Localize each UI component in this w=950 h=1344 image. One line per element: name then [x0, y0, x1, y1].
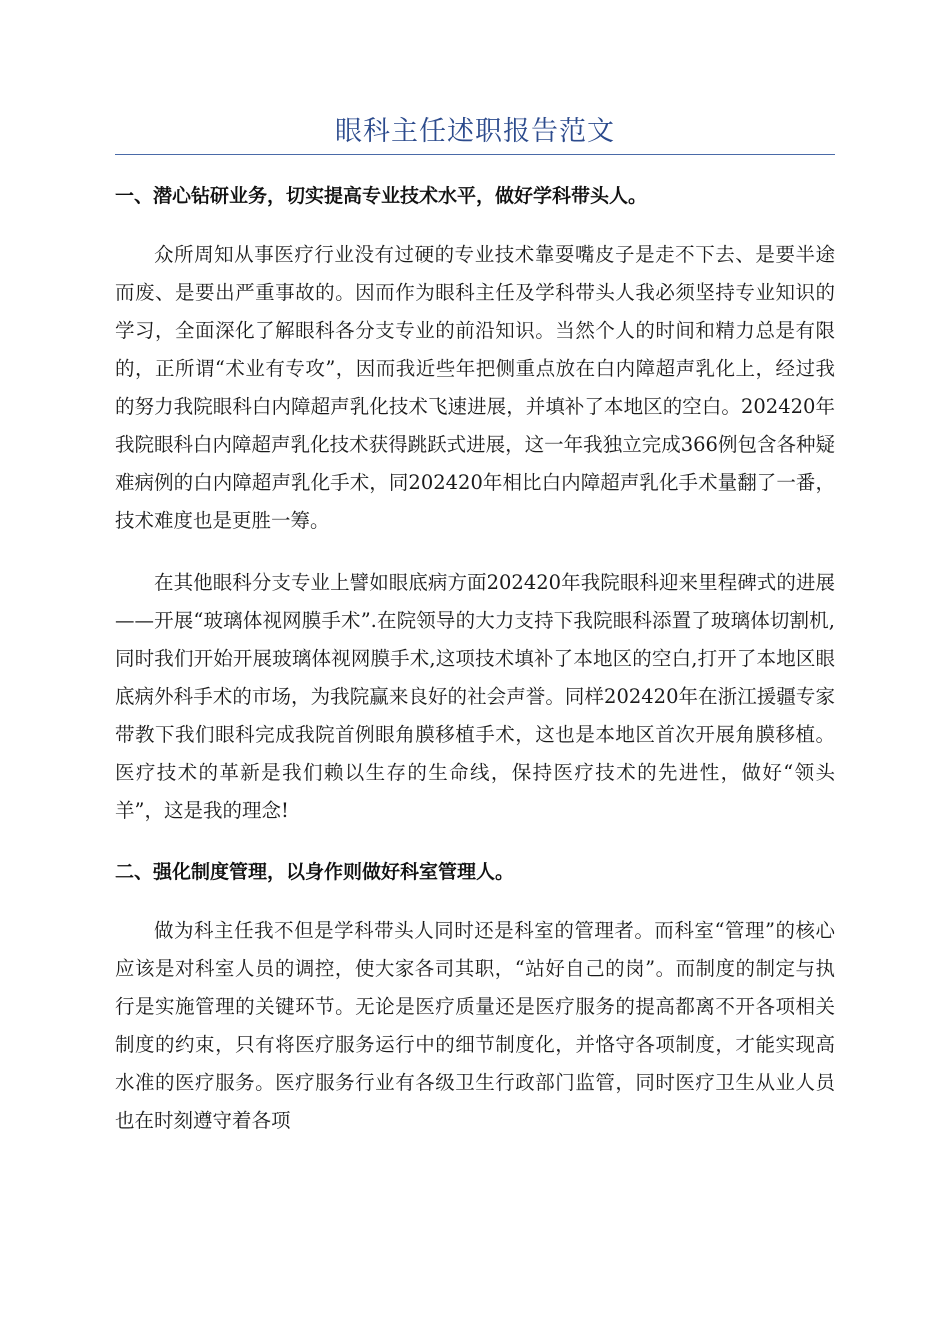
document-title: 眼科主任述职报告范文 [335, 116, 615, 147]
paragraph: 众所周知从事医疗行业没有过硬的专业技术靠耍嘴皮子是走不下去、是要半途而废、是要出严重事故的。因而作为眼科主任及学科带头人我必须坚持专业知识的学习，全面深化了解眼科各分支专业的前沿知识。当然个人的时间和精力总是有限的，正所谓“术业有专攻”，因而我近些年把侧重点放在白内障超声乳化上，经过我的努力我院眼科白内障超声乳化技术飞速进展，并填补了本地区的空白。202420年我院眼科白内障超声乳化技术获得跳跃式进展，这一年我独立完成366例包含各种疑难病例的白内障超声乳化手术，同202420年相比白内障超声乳化手术量翻了一番，技术难度也是更胜一筹。 [115, 243, 835, 532]
section-heading: 二、强化制度管理，以身作则做好科室管理人。 [115, 861, 515, 883]
paragraph: 做为科主任我不但是学科带头人同时还是科室的管理者。而科室“管理”的核心应该是对科室人员的调控，使大家各司其职，“站好自己的岗”。而制度的制定与执行是实施管理的关键环节。无论是医疗质量还是医疗服务的提高都离不开各项相关制度的约束，只有将医疗服务运行中的细节制度化，并恪守各项制度，才能实现高水准的医疗服务。医疗服务行业有各级卫生行政部门监管，同时医疗卫生从业人员也在时刻遵守着各项 [115, 919, 835, 1132]
document-body [115, 178, 835, 1164]
section-1 [115, 178, 835, 830]
title-divider [115, 154, 835, 155]
section-2 [115, 854, 835, 1140]
paragraph: 在其他眼科分支专业上譬如眼底病方面202420年我院眼科迎来里程碑式的进展——开展“玻璃体视网膜手术”.在院领导的大力支持下我院眼科添置了玻璃体切割机,同时我们开始开展玻璃体视网膜手术,这项技术填补了本地区的空白,打开了本地区眼底病外科手术的市场，为我院赢来良好的社会声誉。同样202420年在浙江援疆专家带教下我们眼科完成我院首例眼角膜移植手术，这也是本地区首次开展角膜移植。医疗技术的革新是我们赖以生存的生命线，保持医疗技术的先进性，做好“领头羊”，这是我的理念! [115, 571, 835, 822]
section-heading: 一、潜心钻研业务，切实提高专业技术水平，做好学科带头人。 [115, 185, 648, 207]
